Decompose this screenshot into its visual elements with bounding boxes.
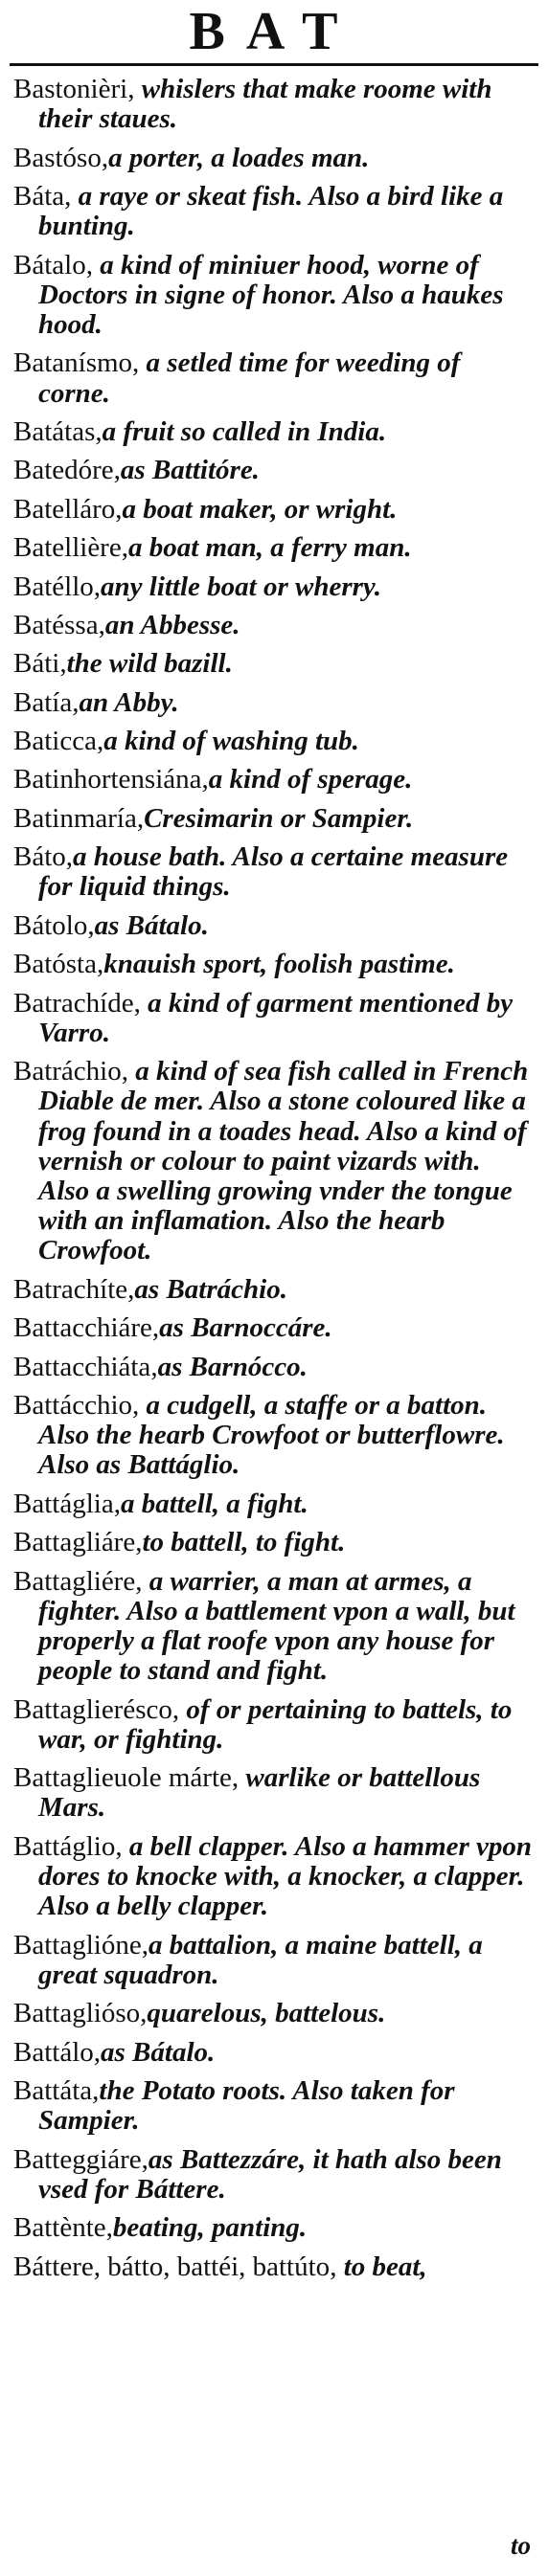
dictionary-entry [13,2213,533,2243]
entry-definition: as Battezzáre, it hath also been vsed for Báttere. [38,2143,502,2205]
header-rule [10,63,538,66]
dictionary-entry [13,1567,533,1687]
entry-definition: an Abby. [79,686,179,718]
dictionary-entry [13,182,533,241]
entry-headword: Bátalo [13,249,86,280]
entry-separator: , [92,2074,100,2106]
entry-definition: beating, panting. [112,2212,308,2244]
entry-definition: warlike or battellous Mars. [38,1762,481,1824]
entry-definition: to battell, to fight. [142,1527,346,1558]
entry-headword: Battaglióso [13,1998,141,2029]
entry-headword: Battagliére [13,1565,136,1597]
entry-definition: the wild bazill. [66,648,233,680]
entry-definition: knauish sport, foolish pastime. [103,949,455,980]
entry-definition: as Battitóre. [120,455,260,486]
entry-separator: , [93,571,102,602]
entry-separator: , [121,1056,136,1087]
dictionary-entry [13,2076,533,2136]
dictionary-entry [13,417,533,447]
entry-separator: , [127,1273,135,1305]
entry-definition: a cudgell, a staffe or a batton. Also the hearb Crowfoot or butterflowre. Also as Battáglio. [38,1390,505,1481]
dictionary-entry [13,1695,533,1755]
dictionary-entry [13,649,533,679]
catchword: to [510,2531,531,2560]
entry-definition: a fruit so called in India. [102,415,387,447]
entry-definition: to beat, [343,2251,427,2282]
entry-separator: , [95,415,103,447]
entry-headword: Batráchio [13,1056,122,1087]
entry-list [13,75,533,2291]
dictionary-entry [13,765,533,795]
running-head: BAT [189,2,359,61]
dictionary-entry [13,2145,533,2205]
entry-separator: , [141,2143,148,2175]
entry-separator: , [59,648,67,680]
entry-separator: , [141,1929,148,1960]
entry-separator: , [115,1830,129,1862]
entry-separator: , [87,909,95,941]
entry-definition: as Bátalo. [94,909,209,941]
entry-definition: a battalion, a maine battell, a great squadron. [38,1929,483,1990]
dictionary-entry [13,1313,533,1343]
entry-definition: a kind of sperage. [208,764,413,795]
entry-definition: a kind of washing tub. [103,726,359,757]
entry-headword: Batátas [13,415,96,447]
entry-headword: Battáta [13,2074,93,2106]
entry-separator: , [72,686,80,718]
entry-headword: Battáglia [13,1488,114,1519]
entry-definition: a setled time for weeding of corne. [38,347,461,409]
entry-headword: Bastóso [13,142,102,173]
dictionary-entry [13,1763,533,1823]
dictionary-entry [13,572,533,602]
dictionary-entry [13,911,533,941]
entry-definition: a battell, a fight. [120,1488,308,1519]
entry-definition: a kind of sea fish called in French Diable de mer. Also a stone coloured like a frog found in a toades head. Also a kind of vernish or colour to paint vizards with. Also a swelling growing vnder the tongue with an inflamation. Also the hearb Crowfoot. [38,1056,529,1266]
dictionary-entry [13,251,533,341]
entry-separator: , [115,493,123,525]
dictionary-entry [13,456,533,485]
entry-headword: Batéllo [13,571,94,602]
entry-separator: , [65,841,74,873]
dictionary-entry [13,1999,533,2028]
entry-separator: , [231,1762,246,1794]
entry-definition: a boat man, a ferry man. [127,532,412,564]
entry-headword: Battálo [13,2036,94,2068]
entry-headword: Battacchiáre [13,1312,152,1344]
dictionary-entry [13,950,533,979]
entry-headword: Battagliáre [13,1527,136,1558]
entry-headword: Batellière [13,532,122,564]
dictionary-entry [13,1931,533,1990]
entry-definition: the Potato roots. Also taken for Sampier. [38,2074,455,2137]
entry-definition: as Barnócco. [157,1351,308,1382]
entry-definition: of or pertaining to battels, to war, or fighting. [38,1693,513,1755]
entry-headword: Battaglióne [13,1929,142,1960]
entry-separator: , [96,726,104,757]
entry-definition: a kind of miniuer hood, worne of Doctors in signe of honor. Also a haukes hood. [38,249,504,340]
entry-separator: , [113,1488,121,1519]
dictionary-entry [13,1528,533,1557]
dictionary-entry [13,804,533,834]
entry-headword: Batteggiáre [13,2143,142,2175]
entry-headword: Batelláro [13,493,116,525]
entry-headword: Batía [13,686,73,718]
entry-separator: , [135,1565,149,1597]
entry-definition: a porter, a loades man. [108,142,370,173]
entry-headword: Batéssa [13,609,99,640]
entry-definition: as Batráchio. [134,1273,287,1305]
entry-separator: , [171,1693,187,1725]
entry-headword: Batinmaría [13,802,137,834]
dictionary-entry [13,1057,533,1266]
dictionary-entry [13,1832,533,1922]
entry-headword: Batedóre [13,455,114,486]
entry-headword: Battaglierésco [13,1693,172,1725]
entry-definition: any little boat or wherry. [101,571,381,602]
entry-separator: , [201,764,209,795]
entry-headword: Battáglio [13,1830,116,1862]
entry-separator: , [113,455,121,486]
entry-definition: a boat maker, or wright. [122,493,398,525]
entry-separator: , [85,249,101,280]
dictionary-entry [13,348,533,408]
entry-separator: , [140,1998,148,2029]
entry-headword: Batanísmo [13,347,133,379]
entry-headword: Baticca [13,726,97,757]
entry-definition: quarelous, battelous. [147,1998,386,2029]
entry-headword: Battènte [13,2212,106,2244]
dictionary-entry [13,727,533,756]
entry-separator: , [132,347,147,379]
entry-headword: Batrachíde [13,987,134,1019]
dictionary-entry [13,75,533,134]
entry-headword: Battaglieuole márte [13,1762,232,1794]
entry-separator: , [127,74,142,104]
entry-separator: , [97,949,104,980]
dictionary-entry [13,1353,533,1382]
entry-definition: a house bath. Also a certaine measure for liquid things. [38,841,509,903]
entry-definition: an Abbesse. [104,609,240,640]
entry-headword: Battacchiáta [13,1351,151,1382]
entry-headword: Bátolo [13,909,88,941]
entry-definition: a bell clapper. Also a hammer vpon dores to knocke with, a knocker, a clapper. Also a belly clapper. [38,1830,533,1922]
entry-headword: Báti [13,648,60,680]
entry-definition: as Barnoccáre. [159,1312,332,1344]
dictionary-entry [13,1275,533,1305]
entry-headword: Batrachíte [13,1273,128,1305]
entry-headword: Báto [13,841,66,873]
entry-separator: , [135,1527,143,1558]
entry-headword: Batinhortensiána [13,764,202,795]
entry-separator: , [151,1312,160,1344]
dictionary-entry [13,533,533,563]
dictionary-entry [13,1490,533,1519]
page-header [10,0,538,67]
entry-separator: , [64,180,79,212]
entry-definition: whislers that make roome with their staues. [38,74,492,135]
entry-headword: Batósta [13,949,97,980]
entry-separator: , [132,1390,147,1422]
entry-separator: , [93,2036,102,2068]
entry-headword: Báta [13,180,65,212]
dictionary-entry [13,144,533,173]
dictionary-entry [13,842,533,902]
dictionary-entry [13,611,533,640]
entry-separator: , [136,802,145,834]
dictionary-entry [13,688,533,718]
entry-separator: , [121,532,128,564]
entry-separator: , [98,609,105,640]
dictionary-entry [13,2252,533,2282]
entry-separator: , [133,987,148,1019]
dictionary-entry [13,2038,533,2068]
entry-definition: a kind of garment mentioned by Varro. [38,987,514,1048]
entry-separator: , [150,1351,158,1382]
entry-headword: Battácchio [13,1390,133,1422]
entry-separator: , [105,2212,113,2244]
dictionary-entry [13,1391,533,1481]
dictionary-entry [13,495,533,525]
dictionary-entry [13,989,533,1048]
entry-headword: Báttere, bátto, battéi, battúto [13,2251,331,2282]
entry-definition: a warrier, a man at armes, a fighter. Also a battlement vpon a wall, but properly a flat roofe vpon any house for people to stand and fight. [38,1565,515,1687]
entry-headword: Bastonièri [13,74,128,104]
entry-definition: a raye or skeat fish. Also a bird like a bunting. [38,180,504,242]
entry-separator: , [101,142,109,173]
entry-definition: as Bátalo. [101,2036,216,2068]
entry-separator: , [330,2251,344,2282]
entry-definition: Cresimarin or Sampier. [144,802,414,834]
